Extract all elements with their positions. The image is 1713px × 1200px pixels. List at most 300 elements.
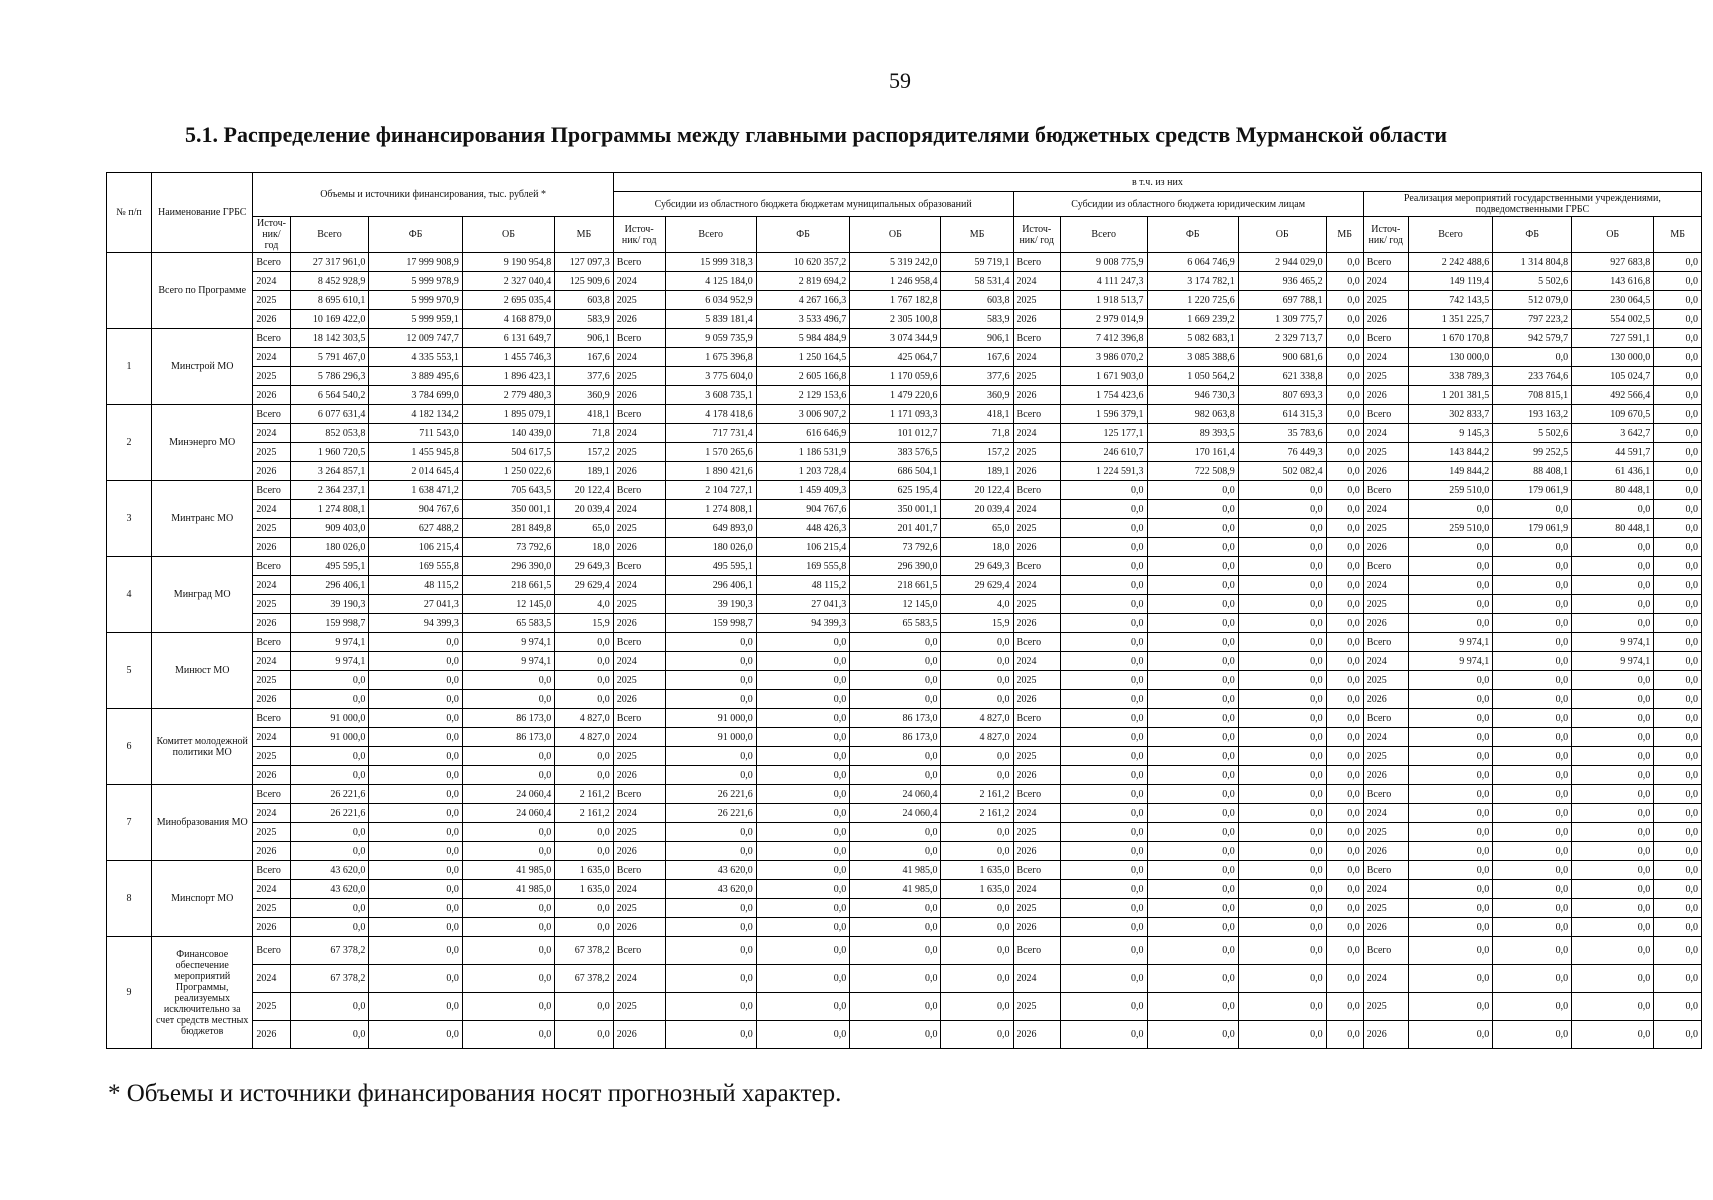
source-year-cell: 2024 xyxy=(1013,804,1060,823)
value-cell: 296 390,0 xyxy=(850,557,941,576)
value-cell: 0,0 xyxy=(756,823,849,842)
value-cell: 0,0 xyxy=(1572,671,1654,690)
value-cell: 0,0 xyxy=(941,671,1013,690)
value-cell: 201 401,7 xyxy=(850,519,941,538)
value-cell: 0,0 xyxy=(665,690,756,709)
value-cell: 0,0 xyxy=(1326,614,1363,633)
value-cell: 0,0 xyxy=(1238,652,1326,671)
table-row xyxy=(107,861,1702,880)
value-cell: 41 985,0 xyxy=(850,880,941,899)
table-row xyxy=(107,310,1702,329)
col-including-header: в т.ч. из них xyxy=(613,173,1701,192)
value-cell: 350 001,1 xyxy=(462,500,554,519)
value-cell: 159 998,7 xyxy=(290,614,369,633)
value-cell: 2 695 035,4 xyxy=(462,291,554,310)
value-cell: 0,0 xyxy=(1326,291,1363,310)
value-cell: 0,0 xyxy=(1493,557,1572,576)
value-cell: 350 001,1 xyxy=(850,500,941,519)
value-cell: 5 839 181,4 xyxy=(665,310,756,329)
value-cell: 0,0 xyxy=(1326,823,1363,842)
source-year-cell: 2025 xyxy=(1013,823,1060,842)
source-year-cell: 2026 xyxy=(253,614,290,633)
value-cell: 67 378,2 xyxy=(290,937,369,965)
value-cell: 0,0 xyxy=(369,823,462,842)
source-year-cell: 2026 xyxy=(253,386,290,405)
source-year-cell: Всего xyxy=(613,937,665,965)
source-year-cell: 2026 xyxy=(1013,310,1060,329)
value-cell: 1 171 093,3 xyxy=(850,405,941,424)
value-cell: 105 024,7 xyxy=(1572,367,1654,386)
value-cell: 502 082,4 xyxy=(1238,462,1326,481)
value-cell: 0,0 xyxy=(1060,671,1147,690)
source-year-cell: 2024 xyxy=(1363,880,1408,899)
value-cell: 218 661,5 xyxy=(850,576,941,595)
col-header-ob: ОБ xyxy=(1572,217,1654,253)
value-cell: 0,0 xyxy=(1238,842,1326,861)
value-cell: 0,0 xyxy=(1408,899,1492,918)
value-cell: 0,0 xyxy=(1408,538,1492,557)
value-cell: 6 034 952,9 xyxy=(665,291,756,310)
value-cell: 1 918 513,7 xyxy=(1060,291,1147,310)
value-cell: 797 223,2 xyxy=(1493,310,1572,329)
value-cell: 0,0 xyxy=(850,1021,941,1049)
value-cell: 1 250 022,6 xyxy=(462,462,554,481)
value-cell: 4 827,0 xyxy=(555,709,614,728)
value-cell: 130 000,0 xyxy=(1408,348,1492,367)
table-row xyxy=(107,557,1702,576)
value-cell: 27 041,3 xyxy=(369,595,462,614)
table-row xyxy=(107,576,1702,595)
value-cell: 0,0 xyxy=(1326,386,1363,405)
value-cell: 106 215,4 xyxy=(756,538,849,557)
value-cell: 0,0 xyxy=(1408,804,1492,823)
value-cell: 0,0 xyxy=(1493,804,1572,823)
value-cell: 0,0 xyxy=(555,993,614,1021)
value-cell: 0,0 xyxy=(665,747,756,766)
value-cell: 5 502,6 xyxy=(1493,272,1572,291)
value-cell: 58 531,4 xyxy=(941,272,1013,291)
value-cell: 0,0 xyxy=(1572,1021,1654,1049)
value-cell: 24 060,4 xyxy=(850,785,941,804)
value-cell: 0,0 xyxy=(369,918,462,937)
value-cell: 2 242 488,6 xyxy=(1408,253,1492,272)
value-cell: 0,0 xyxy=(941,842,1013,861)
value-cell: 17 999 908,9 xyxy=(369,253,462,272)
value-cell: 0,0 xyxy=(1654,538,1702,557)
value-cell: 0,0 xyxy=(555,1021,614,1049)
value-cell: 193 163,2 xyxy=(1493,405,1572,424)
source-year-cell: 2026 xyxy=(1363,310,1408,329)
source-year-cell: Всего xyxy=(1013,633,1060,652)
source-year-cell: Всего xyxy=(253,253,290,272)
value-cell: 0,0 xyxy=(369,842,462,861)
value-cell: 18 142 303,5 xyxy=(290,329,369,348)
source-year-cell: 2024 xyxy=(1363,728,1408,747)
value-cell: 230 064,5 xyxy=(1572,291,1654,310)
value-cell: 0,0 xyxy=(665,899,756,918)
value-cell: 0,0 xyxy=(1238,500,1326,519)
source-year-cell: Всего xyxy=(253,481,290,500)
source-year-cell: 2026 xyxy=(253,310,290,329)
value-cell: 43 620,0 xyxy=(665,880,756,899)
value-cell: 0,0 xyxy=(665,1021,756,1049)
value-cell: 0,0 xyxy=(756,842,849,861)
value-cell: 169 555,8 xyxy=(369,557,462,576)
value-cell: 259 510,0 xyxy=(1408,519,1492,538)
value-cell: 0,0 xyxy=(1654,652,1702,671)
value-cell: 0,0 xyxy=(756,804,849,823)
value-cell: 35 783,6 xyxy=(1238,424,1326,443)
value-cell: 0,0 xyxy=(756,918,849,937)
value-cell: 86 173,0 xyxy=(462,728,554,747)
value-cell: 6 064 746,9 xyxy=(1147,253,1238,272)
value-cell: 0,0 xyxy=(941,823,1013,842)
row-number: 6 xyxy=(107,709,152,785)
value-cell: 1 896 423,1 xyxy=(462,367,554,386)
value-cell: 614 315,3 xyxy=(1238,405,1326,424)
table-row xyxy=(107,728,1702,747)
value-cell: 0,0 xyxy=(1326,272,1363,291)
value-cell: 143 844,2 xyxy=(1408,443,1492,462)
value-cell: 906,1 xyxy=(941,329,1013,348)
value-cell: 0,0 xyxy=(1493,965,1572,993)
source-year-cell: 2024 xyxy=(1013,500,1060,519)
value-cell: 0,0 xyxy=(1408,766,1492,785)
value-cell: 0,0 xyxy=(1238,965,1326,993)
table-row xyxy=(107,766,1702,785)
value-cell: 10 169 422,0 xyxy=(290,310,369,329)
source-year-cell: 2024 xyxy=(1013,272,1060,291)
table-row xyxy=(107,614,1702,633)
value-cell: 377,6 xyxy=(555,367,614,386)
value-cell: 1 767 182,8 xyxy=(850,291,941,310)
source-year-cell: Всего xyxy=(613,481,665,500)
value-cell: 0,0 xyxy=(1493,652,1572,671)
source-year-cell: 2024 xyxy=(613,728,665,747)
source-year-cell: 2024 xyxy=(1363,804,1408,823)
value-cell: 1 314 804,8 xyxy=(1493,253,1572,272)
value-cell: 91 000,0 xyxy=(290,728,369,747)
value-cell: 0,0 xyxy=(1572,823,1654,842)
value-cell: 3 775 604,0 xyxy=(665,367,756,386)
source-year-cell: 2026 xyxy=(1013,918,1060,937)
value-cell: 0,0 xyxy=(1326,709,1363,728)
value-cell: 2 329 713,7 xyxy=(1238,329,1326,348)
source-year-cell: Всего xyxy=(1363,633,1408,652)
value-cell: 0,0 xyxy=(1493,671,1572,690)
value-cell: 0,0 xyxy=(1060,614,1147,633)
value-cell: 0,0 xyxy=(850,652,941,671)
value-cell: 67 378,2 xyxy=(555,965,614,993)
col-header-fb: ФБ xyxy=(1493,217,1572,253)
value-cell: 0,0 xyxy=(850,747,941,766)
value-cell: 1 635,0 xyxy=(941,861,1013,880)
value-cell: 24 060,4 xyxy=(462,804,554,823)
value-cell: 0,0 xyxy=(369,633,462,652)
value-cell: 705 643,5 xyxy=(462,481,554,500)
value-cell: 1 309 775,7 xyxy=(1238,310,1326,329)
source-year-cell: 2025 xyxy=(1013,993,1060,1021)
value-cell: 0,0 xyxy=(1326,424,1363,443)
value-cell: 0,0 xyxy=(850,690,941,709)
value-cell: 0,0 xyxy=(1654,766,1702,785)
value-cell: 4 267 166,3 xyxy=(756,291,849,310)
value-cell: 0,0 xyxy=(1238,614,1326,633)
value-cell: 0,0 xyxy=(1238,690,1326,709)
value-cell: 0,0 xyxy=(1147,671,1238,690)
source-year-cell: 2024 xyxy=(253,652,290,671)
table-row xyxy=(107,652,1702,671)
row-number: 1 xyxy=(107,329,152,405)
value-cell: 0,0 xyxy=(1408,880,1492,899)
value-cell: 418,1 xyxy=(555,405,614,424)
value-cell: 2 161,2 xyxy=(555,804,614,823)
value-cell: 76 449,3 xyxy=(1238,443,1326,462)
value-cell: 0,0 xyxy=(1408,614,1492,633)
value-cell: 5 984 484,9 xyxy=(756,329,849,348)
value-cell: 0,0 xyxy=(1238,1021,1326,1049)
value-cell: 0,0 xyxy=(369,804,462,823)
footnote: * Объемы и источники финансирования носят прогнозный характер. xyxy=(108,1080,842,1107)
source-year-cell: Всего xyxy=(253,861,290,880)
value-cell: 0,0 xyxy=(1654,899,1702,918)
value-cell: 0,0 xyxy=(850,823,941,842)
value-cell: 0,0 xyxy=(756,993,849,1021)
value-cell: 852 053,8 xyxy=(290,424,369,443)
source-year-cell: 2025 xyxy=(1013,291,1060,310)
value-cell: 302 833,7 xyxy=(1408,405,1492,424)
col-header-total: Всего xyxy=(665,217,756,253)
value-cell: 3 642,7 xyxy=(1572,424,1654,443)
value-cell: 2 779 480,3 xyxy=(462,386,554,405)
value-cell: 86 173,0 xyxy=(462,709,554,728)
grbs-name: Минюст МО xyxy=(152,633,253,709)
source-year-cell: Всего xyxy=(253,557,290,576)
value-cell: 0,0 xyxy=(1654,993,1702,1021)
value-cell: 1 635,0 xyxy=(941,880,1013,899)
value-cell: 0,0 xyxy=(1572,965,1654,993)
value-cell: 0,0 xyxy=(1238,576,1326,595)
source-year-cell: 2024 xyxy=(1363,348,1408,367)
value-cell: 73 792,6 xyxy=(850,538,941,557)
value-cell: 0,0 xyxy=(1654,1021,1702,1049)
source-year-cell: Всего xyxy=(1363,405,1408,424)
value-cell: 3 986 070,2 xyxy=(1060,348,1147,367)
value-cell: 0,0 xyxy=(1654,386,1702,405)
value-cell: 0,0 xyxy=(1654,918,1702,937)
value-cell: 0,0 xyxy=(290,690,369,709)
table-row xyxy=(107,253,1702,272)
value-cell: 0,0 xyxy=(1493,937,1572,965)
page-number: 59 xyxy=(889,68,911,93)
value-cell: 180 026,0 xyxy=(290,538,369,557)
value-cell: 0,0 xyxy=(1493,728,1572,747)
source-year-cell: 2024 xyxy=(1363,272,1408,291)
source-year-cell: Всего xyxy=(1013,253,1060,272)
value-cell: 554 002,5 xyxy=(1572,310,1654,329)
source-year-cell: Всего xyxy=(613,405,665,424)
value-cell: 0,0 xyxy=(1147,918,1238,937)
value-cell: 4 178 418,6 xyxy=(665,405,756,424)
row-number: 5 xyxy=(107,633,152,709)
grbs-name: Минэнерго МО xyxy=(152,405,253,481)
value-cell: 0,0 xyxy=(1060,993,1147,1021)
source-year-cell: 2024 xyxy=(253,272,290,291)
source-year-cell: 2024 xyxy=(1013,965,1060,993)
source-year-cell: 2026 xyxy=(253,690,290,709)
value-cell: 0,0 xyxy=(941,965,1013,993)
source-year-cell: 2025 xyxy=(613,993,665,1021)
source-year-cell: 2026 xyxy=(253,462,290,481)
value-cell: 91 000,0 xyxy=(665,709,756,728)
col-num-header: № п/п xyxy=(107,173,152,253)
value-cell: 0,0 xyxy=(1147,576,1238,595)
value-cell: 167,6 xyxy=(555,348,614,367)
value-cell: 0,0 xyxy=(1238,766,1326,785)
source-year-cell: 2026 xyxy=(613,462,665,481)
value-cell: 0,0 xyxy=(1572,557,1654,576)
value-cell: 0,0 xyxy=(756,728,849,747)
value-cell: 20 039,4 xyxy=(941,500,1013,519)
source-year-cell: 2024 xyxy=(253,424,290,443)
source-year-cell: 2026 xyxy=(613,918,665,937)
value-cell: 0,0 xyxy=(1238,937,1326,965)
value-cell: 2 819 694,2 xyxy=(756,272,849,291)
value-cell: 29 649,3 xyxy=(941,557,1013,576)
value-cell: 3 006 907,2 xyxy=(756,405,849,424)
value-cell: 2 161,2 xyxy=(941,804,1013,823)
value-cell: 0,0 xyxy=(756,633,849,652)
value-cell: 0,0 xyxy=(1326,728,1363,747)
value-cell: 603,8 xyxy=(941,291,1013,310)
value-cell: 1 754 423,6 xyxy=(1060,386,1147,405)
value-cell: 0,0 xyxy=(1572,747,1654,766)
value-cell: 717 731,4 xyxy=(665,424,756,443)
value-cell: 41 985,0 xyxy=(462,880,554,899)
value-cell: 909 403,0 xyxy=(290,519,369,538)
value-cell: 0,0 xyxy=(756,747,849,766)
value-cell: 906,1 xyxy=(555,329,614,348)
value-cell: 9 059 735,9 xyxy=(665,329,756,348)
value-cell: 0,0 xyxy=(1238,557,1326,576)
value-cell: 0,0 xyxy=(1572,538,1654,557)
table-row xyxy=(107,785,1702,804)
value-cell: 0,0 xyxy=(1326,880,1363,899)
value-cell: 0,0 xyxy=(1493,576,1572,595)
value-cell: 1 669 239,2 xyxy=(1147,310,1238,329)
value-cell: 167,6 xyxy=(941,348,1013,367)
value-cell: 0,0 xyxy=(941,633,1013,652)
value-cell: 0,0 xyxy=(1654,253,1702,272)
value-cell: 0,0 xyxy=(555,671,614,690)
table-row xyxy=(107,272,1702,291)
value-cell: 0,0 xyxy=(1493,823,1572,842)
value-cell: 0,0 xyxy=(1238,633,1326,652)
source-year-cell: 2024 xyxy=(253,804,290,823)
value-cell: 0,0 xyxy=(1238,747,1326,766)
value-cell: 43 620,0 xyxy=(290,861,369,880)
table-row xyxy=(107,329,1702,348)
value-cell: 0,0 xyxy=(1060,766,1147,785)
source-year-cell: 2026 xyxy=(613,386,665,405)
value-cell: 0,0 xyxy=(462,842,554,861)
value-cell: 0,0 xyxy=(941,766,1013,785)
value-cell: 0,0 xyxy=(1147,652,1238,671)
value-cell: 0,0 xyxy=(369,861,462,880)
row-number: 7 xyxy=(107,785,152,861)
source-year-cell: 2024 xyxy=(253,348,290,367)
value-cell: 982 063,8 xyxy=(1147,405,1238,424)
value-cell: 296 390,0 xyxy=(462,557,554,576)
value-cell: 0,0 xyxy=(1326,310,1363,329)
value-cell: 0,0 xyxy=(369,766,462,785)
value-cell: 4,0 xyxy=(555,595,614,614)
value-cell: 39 190,3 xyxy=(665,595,756,614)
value-cell: 3 074 344,9 xyxy=(850,329,941,348)
value-cell: 296 406,1 xyxy=(665,576,756,595)
value-cell: 627 488,2 xyxy=(369,519,462,538)
value-cell: 0,0 xyxy=(1147,538,1238,557)
source-year-cell: 2026 xyxy=(1013,1021,1060,1049)
source-year-cell: 2024 xyxy=(613,424,665,443)
value-cell: 159 998,7 xyxy=(665,614,756,633)
table-row xyxy=(107,804,1702,823)
source-year-cell: 2024 xyxy=(253,576,290,595)
value-cell: 12 145,0 xyxy=(462,595,554,614)
value-cell: 20 039,4 xyxy=(555,500,614,519)
value-cell: 583,9 xyxy=(941,310,1013,329)
value-cell: 0,0 xyxy=(1408,576,1492,595)
value-cell: 9 190 954,8 xyxy=(462,253,554,272)
value-cell: 101 012,7 xyxy=(850,424,941,443)
value-cell: 0,0 xyxy=(850,993,941,1021)
value-cell: 8 695 610,1 xyxy=(290,291,369,310)
financing-table xyxy=(106,172,1702,1049)
source-year-cell: 2024 xyxy=(1013,652,1060,671)
value-cell: 26 221,6 xyxy=(290,804,369,823)
value-cell: 0,0 xyxy=(1493,766,1572,785)
value-cell: 0,0 xyxy=(1408,557,1492,576)
group-state-institutions: Реализация мероприятий государственными учреждениями, подведомственными ГРБС xyxy=(1363,192,1701,217)
value-cell: 0,0 xyxy=(1408,747,1492,766)
value-cell: 0,0 xyxy=(369,899,462,918)
table-row xyxy=(107,424,1702,443)
value-cell: 41 985,0 xyxy=(850,861,941,880)
value-cell: 495 595,1 xyxy=(290,557,369,576)
value-cell: 0,0 xyxy=(462,1021,554,1049)
value-cell: 0,0 xyxy=(1654,481,1702,500)
source-year-cell: Всего xyxy=(253,633,290,652)
value-cell: 65 583,5 xyxy=(850,614,941,633)
source-year-cell: 2026 xyxy=(613,310,665,329)
value-cell: 91 000,0 xyxy=(665,728,756,747)
value-cell: 0,0 xyxy=(1654,557,1702,576)
table-row xyxy=(107,747,1702,766)
value-cell: 0,0 xyxy=(941,690,1013,709)
value-cell: 0,0 xyxy=(1326,937,1363,965)
value-cell: 711 543,0 xyxy=(369,424,462,443)
value-cell: 0,0 xyxy=(462,690,554,709)
value-cell: 0,0 xyxy=(1654,965,1702,993)
value-cell: 189,1 xyxy=(555,462,614,481)
value-cell: 0,0 xyxy=(1493,861,1572,880)
value-cell: 504 617,5 xyxy=(462,443,554,462)
value-cell: 1 250 164,5 xyxy=(756,348,849,367)
value-cell: 418,1 xyxy=(941,405,1013,424)
value-cell: 0,0 xyxy=(555,652,614,671)
value-cell: 12 145,0 xyxy=(850,595,941,614)
value-cell: 0,0 xyxy=(665,993,756,1021)
